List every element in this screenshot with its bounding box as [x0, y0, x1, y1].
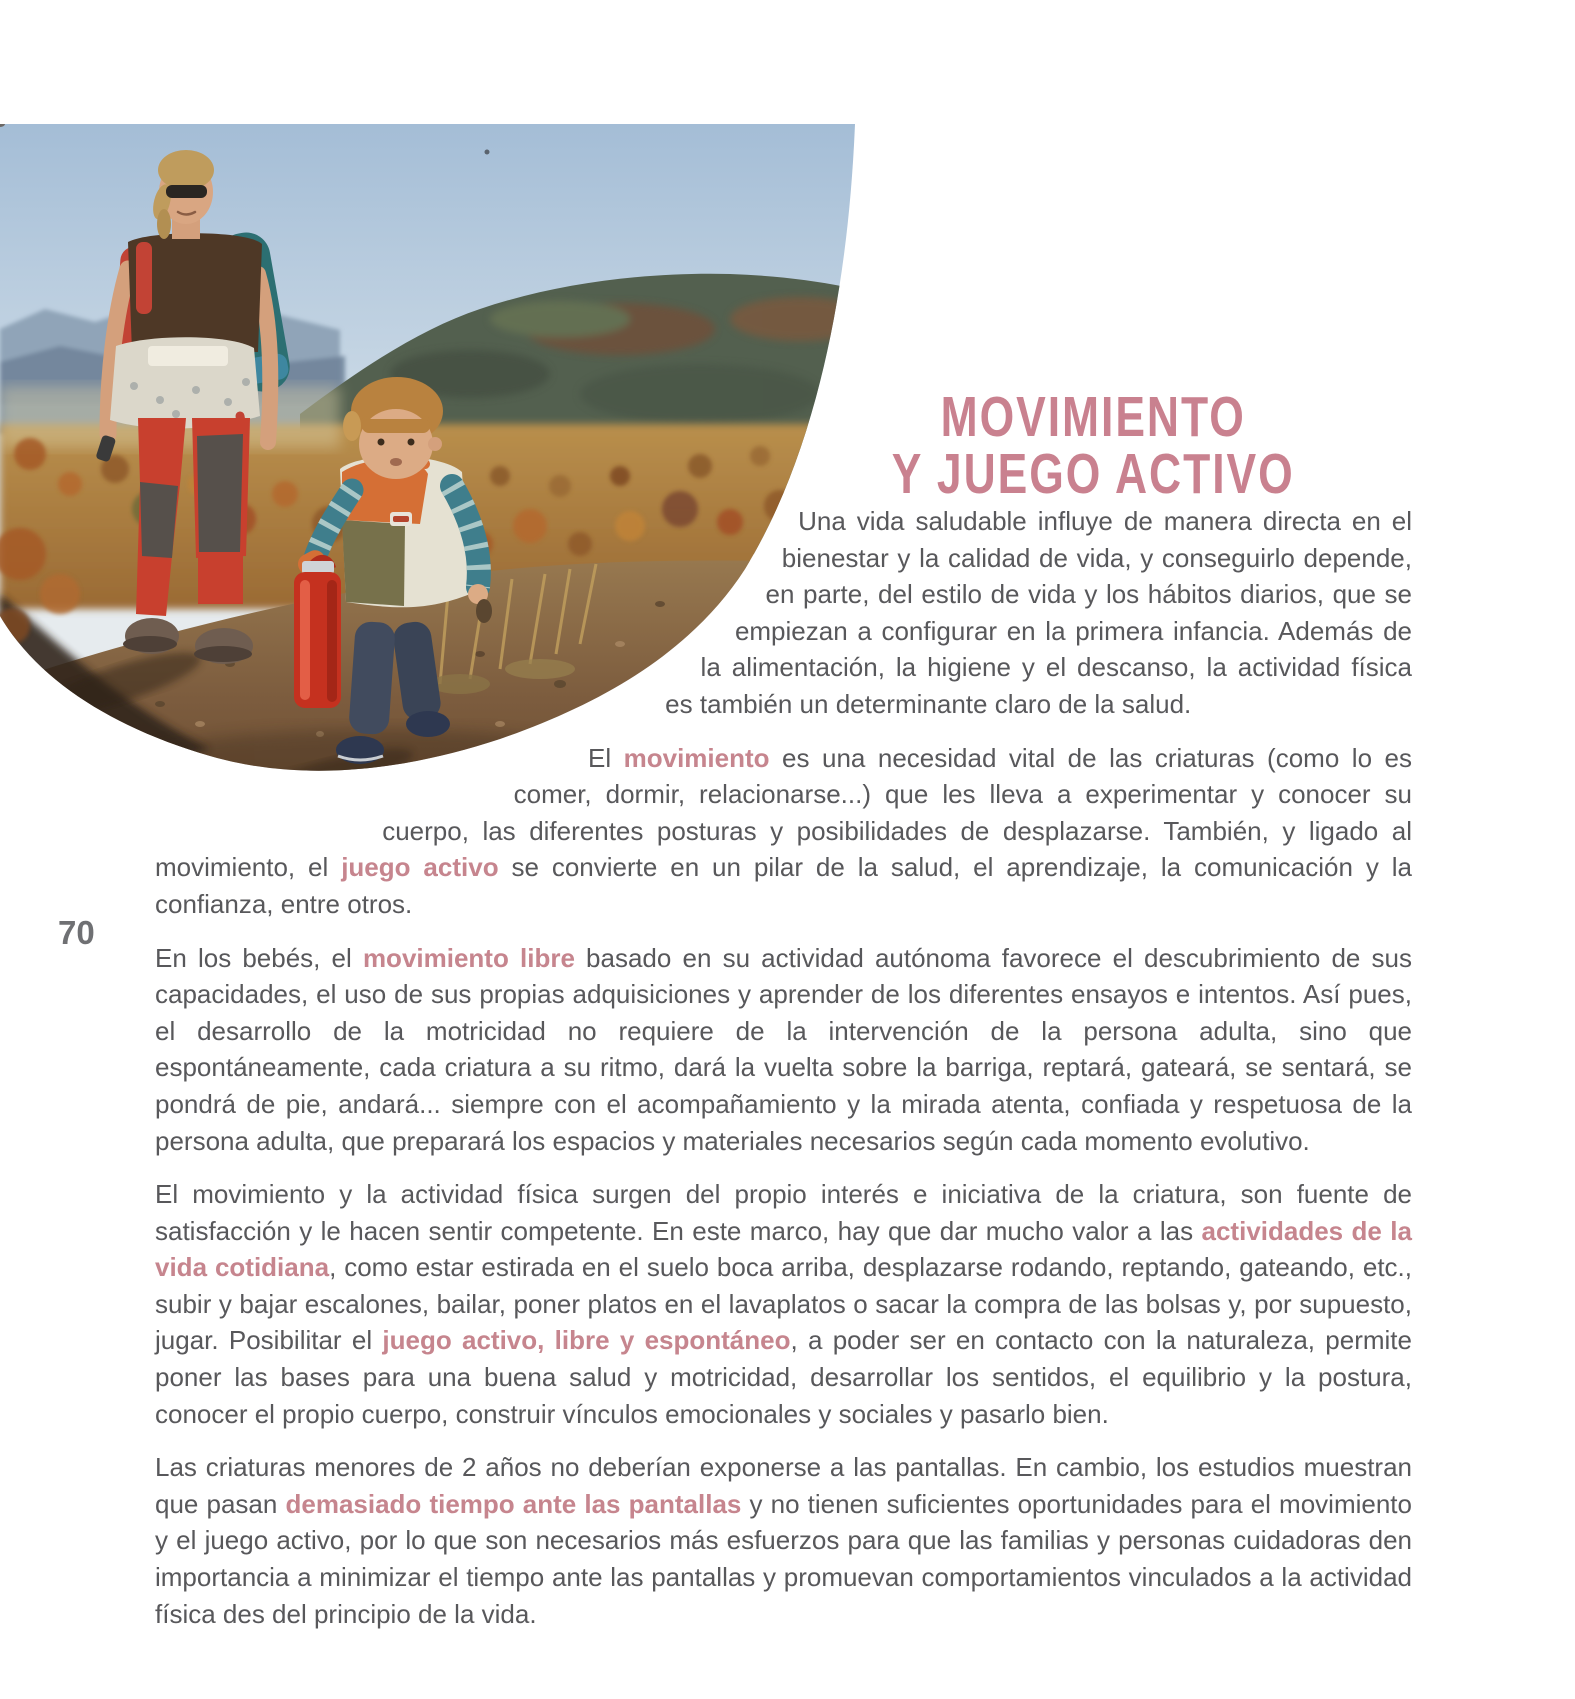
text-run: , a poder ser en contacto con la naturaleza, permite poner las bases para una buena salud y motricidad, desarrollar los sentidos, el equilibrio y la postura, conocer el propio cuerpo, construir vínculos emocionales y sociales y pasarlo bien.: [155, 1325, 1412, 1429]
text-run: Las criaturas menores de 2 años no deberían exponerse a las pantallas. En cambio, los estudios muestran que pasan: [155, 1452, 1412, 1519]
text-run: El movimiento y la actividad física surgen del propio interés e iniciativa de la criatura, son fuente de satisfacción y le hacen sentir competente. En este marco, hay que dar mucho valor a las: [155, 1179, 1412, 1246]
section-title-text: [892, 385, 1296, 506]
hair: [158, 150, 214, 190]
sunglasses: [166, 185, 207, 198]
accent-phrase: juego activo, libre y espontáneo: [382, 1325, 791, 1356]
paragraph-bebes: [155, 940, 1412, 1160]
text-run: Una vida saludable influye de manera directa en el bienestar y la calidad de vida, y conseguirlo depende, en parte, del estilo de vida y los hábitos diarios, que se empiezan a configurar en la primera infancia. Además de la alimentación, la higiene y el descanso, la actividad física es también un determinante claro de la salud.: [665, 506, 1412, 719]
accent-phrase: juego activo: [341, 852, 499, 883]
text-run: , como estar estirada en el suelo boca arriba, desplazarse rodando, reptando, gateando, etc., subir y bajar escalones, bailar, poner platos en el lavaplatos o sacar la compra de las bolsas y, por supuesto, jugar. Posibilitar el: [155, 1252, 1412, 1356]
text-run: se convierte en un pilar de la salud, el aprendizaje, la comunicación y la confianza, entre otros.: [155, 852, 1412, 919]
hero-photo-illustration: [0, 124, 885, 839]
section-title-line1: MOVIMIENTO: [941, 385, 1247, 449]
paragraph-pantallas: [155, 1449, 1412, 1632]
ponytail: [157, 209, 171, 239]
paragraph-actividad-fisica: [155, 1176, 1412, 1432]
accent-phrase: demasiado tiempo ante las pantallas: [285, 1488, 742, 1519]
text-run: es una necesidad vital de las criaturas (como lo es comer, dormir, relacionarse...) que les lleva a experimentar y conocer su cuerpo, las diferentes posturas y posibilidades de desplazarse. También, y ligado al movimiento, el: [155, 742, 1412, 883]
accent-phrase: actividades de la vida cotidiana: [155, 1215, 1412, 1283]
content-column: [0, 124, 1575, 1632]
child-mouth: [390, 458, 402, 466]
page: [0, 124, 1575, 1699]
text-run: y no tienen suficientes oportunidades para el movimiento y el juego activo, por lo que son necesarios más esfuerzos para que las familias y personas cuidadoras den importancia a minimizar el tiempo ante las pantallas y promuevan comportamientos vinculados a la actividad física des del principio de la vida.: [155, 1488, 1412, 1629]
section-title-line2: Y JUEGO ACTIVO: [892, 442, 1296, 506]
text-run: basado en su actividad autónoma favorece el descubrimiento de sus capacidades, el uso de sus propias adquisiciones y aprender de los diferentes ensayos e intentos. Así pues, el desarrollo de la motricidad no requiere de la intervención de la persona adulta, sino que espontáneamente, cada criatura a su ritmo, dará la vuelta sobre la barriga, reptará, gateará, se sentará, se pondrá de pie, andará... siempre con el acompañamiento y la mirada atenta, confiada y respetuosa de la persona adulta, que preparará los espacios y materiales necesarios según cada momento evolutivo.: [155, 942, 1412, 1156]
shoulder-strap-left: [136, 242, 152, 314]
page-number: 70: [58, 914, 95, 951]
child-eye-right: [408, 439, 415, 446]
hero-photo: [0, 124, 885, 839]
water-bottle: [294, 558, 341, 708]
child-eye-left: [378, 439, 385, 446]
accent-phrase: movimiento libre: [362, 942, 575, 973]
bird-speck: [485, 150, 490, 155]
accent-phrase: movimiento: [623, 742, 770, 773]
text-run: En los bebés, el: [155, 942, 363, 973]
child-shoe-back: [406, 711, 450, 737]
child-ear: [428, 437, 442, 451]
text-run: El: [587, 742, 624, 773]
